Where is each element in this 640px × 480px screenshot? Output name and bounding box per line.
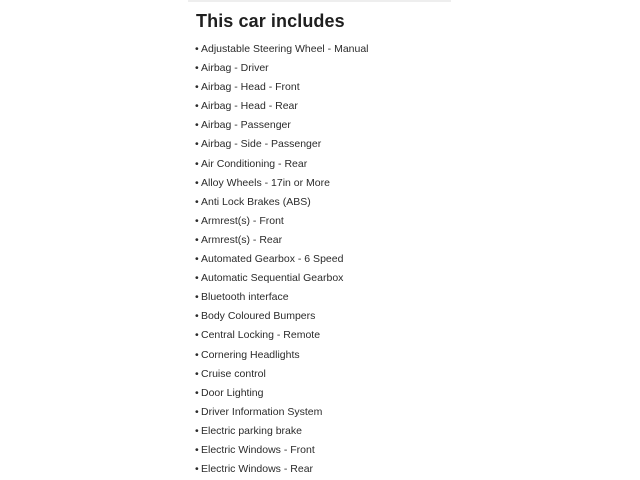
feature-label: Electric parking brake [201, 424, 302, 437]
feature-item [195, 155, 369, 174]
bullet-icon: • [195, 386, 199, 399]
card-divider [188, 0, 451, 2]
bullet-icon: • [195, 176, 199, 189]
bullet-icon: • [195, 100, 199, 113]
feature-label: Cornering Headlights [201, 348, 300, 361]
feature-item [195, 212, 369, 231]
bullet-icon: • [195, 367, 199, 380]
bullet-icon: • [195, 214, 199, 227]
feature-item [195, 288, 369, 307]
feature-item [195, 174, 369, 193]
feature-item [195, 250, 369, 269]
feature-label: Anti Lock Brakes (ABS) [201, 195, 311, 208]
feature-label: Body Coloured Bumpers [201, 310, 316, 323]
feature-item [195, 307, 369, 326]
feature-label: Armrest(s) - Rear [201, 233, 283, 246]
feature-label: Airbag - Passenger [201, 119, 291, 132]
feature-label: Central Locking - Remote [201, 329, 321, 342]
feature-item [195, 40, 369, 59]
feature-label: Automatic Sequential Gearbox [201, 272, 344, 285]
feature-item [195, 326, 369, 345]
features-list [195, 40, 369, 479]
feature-item [195, 193, 369, 212]
bullet-icon: • [195, 424, 199, 437]
bullet-icon: • [195, 233, 199, 246]
feature-label: Airbag - Side - Passenger [201, 138, 322, 151]
feature-item [195, 78, 369, 97]
bullet-icon: • [195, 329, 199, 342]
bullet-icon: • [195, 463, 199, 476]
feature-label: Air Conditioning - Rear [201, 157, 308, 170]
feature-item [195, 116, 369, 135]
feature-label: Alloy Wheels - 17in or More [201, 176, 330, 189]
feature-item [195, 135, 369, 154]
section-title: This car includes [196, 11, 345, 31]
feature-label: Cruise control [201, 367, 266, 380]
features-card [188, 0, 451, 480]
bullet-icon: • [195, 195, 199, 208]
bullet-icon: • [195, 138, 199, 151]
feature-label: Door Lighting [201, 386, 264, 399]
feature-item [195, 269, 369, 288]
bullet-icon: • [195, 272, 199, 285]
feature-item [195, 441, 369, 460]
feature-label: Electric Windows - Rear [201, 463, 314, 476]
feature-label: Driver Information System [201, 405, 323, 418]
bullet-icon: • [195, 81, 199, 94]
bullet-icon: • [195, 157, 199, 170]
feature-label: Armrest(s) - Front [201, 214, 284, 227]
feature-item [195, 460, 369, 479]
bullet-icon: • [195, 253, 199, 266]
feature-label: Bluetooth interface [201, 291, 289, 304]
feature-label: Automated Gearbox - 6 Speed [201, 253, 344, 266]
feature-item [195, 422, 369, 441]
feature-label: Airbag - Driver [201, 62, 269, 75]
feature-item [195, 365, 369, 384]
feature-label: Airbag - Head - Rear [201, 100, 298, 113]
bullet-icon: • [195, 348, 199, 361]
feature-item [195, 59, 369, 78]
bullet-icon: • [195, 405, 199, 418]
feature-item [195, 403, 369, 422]
feature-item [195, 97, 369, 116]
bullet-icon: • [195, 119, 199, 132]
bullet-icon: • [195, 443, 199, 456]
feature-label: Adjustable Steering Wheel - Manual [201, 43, 369, 55]
feature-label: Electric Windows - Front [201, 443, 315, 456]
feature-item [195, 384, 369, 403]
bullet-icon: • [195, 43, 199, 55]
bullet-icon: • [195, 291, 199, 304]
feature-item [195, 346, 369, 365]
feature-item [195, 231, 369, 250]
feature-label: Airbag - Head - Front [201, 81, 300, 94]
bullet-icon: • [195, 310, 199, 323]
bullet-icon: • [195, 62, 199, 75]
